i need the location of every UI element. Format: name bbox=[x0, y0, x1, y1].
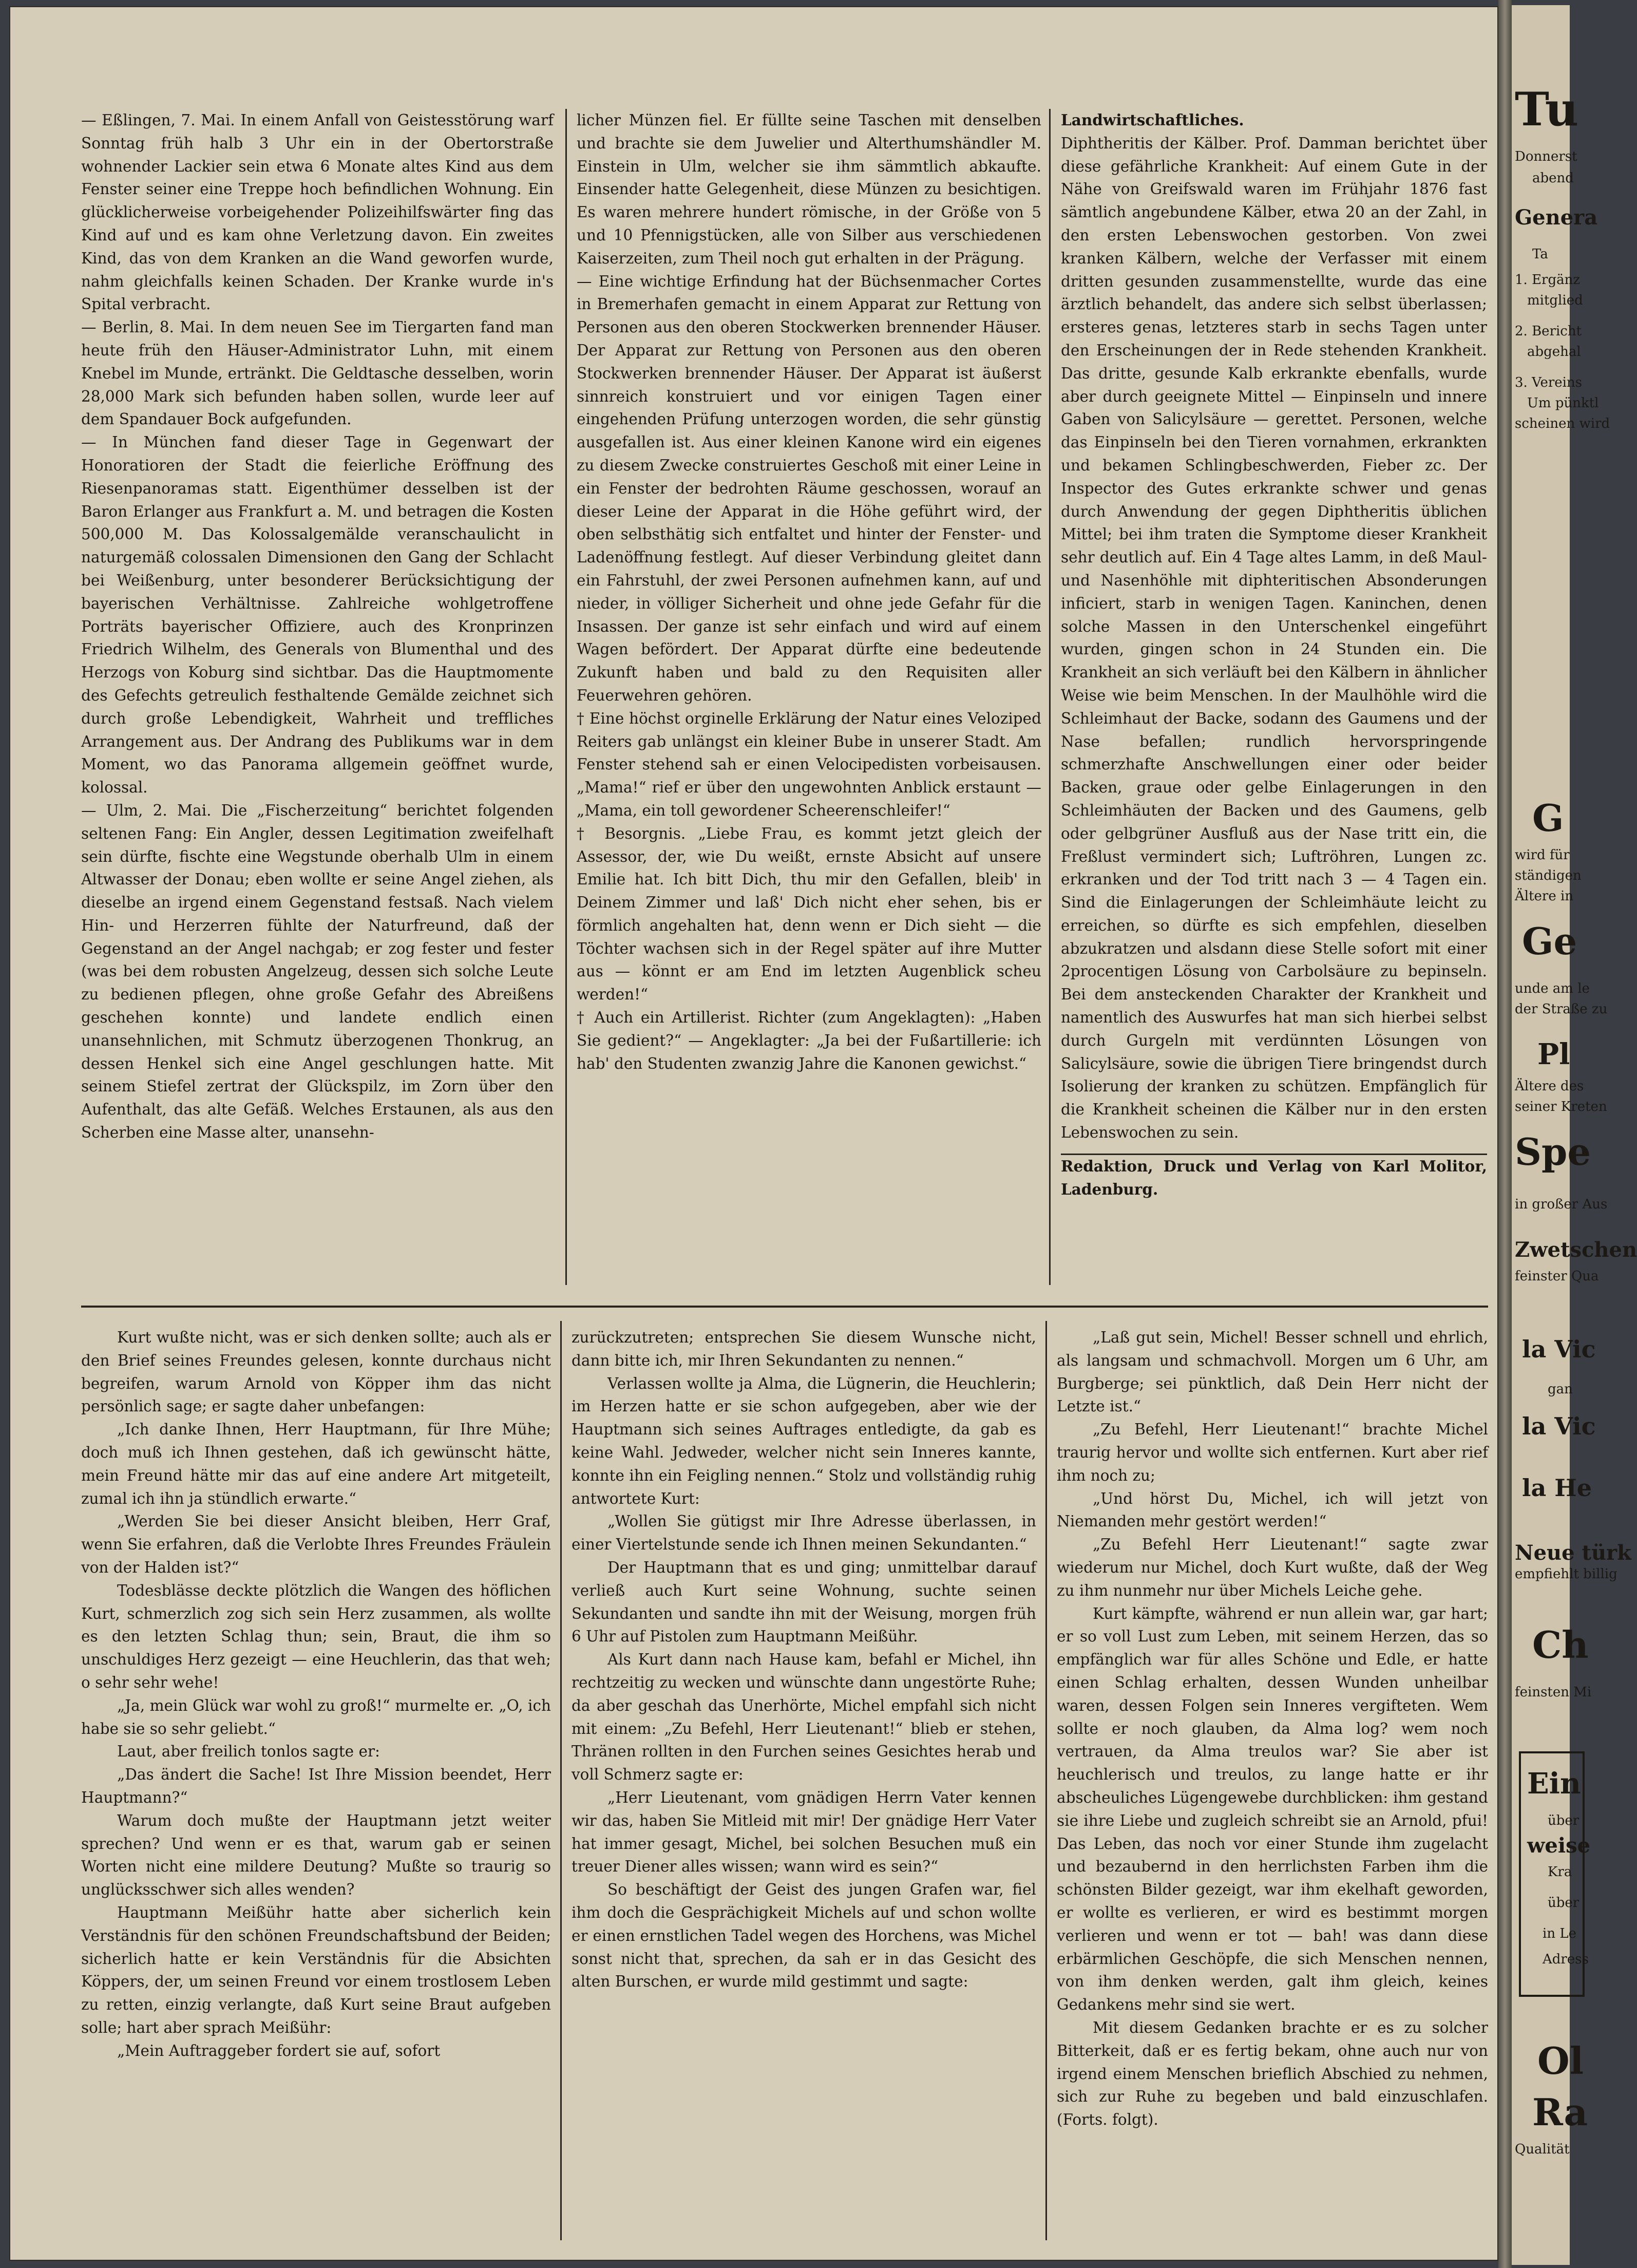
next-page-fragment: Spe bbox=[1515, 1130, 1591, 1174]
next-page-fragment: wird für bbox=[1515, 847, 1570, 863]
news-artillerist: † Auch ein Artillerist. Richter (zum Angeklagten): „Haben Sie gedient?“ — Angeklagter: „Ja bei der Fußartillerie: ich hab' den Studenten zwanzig Jahre die Kanonen gewichst.“ bbox=[577, 1009, 1041, 1072]
next-page-fragment: Ältere des bbox=[1515, 1079, 1584, 1094]
next-page-fragment: Pl bbox=[1537, 1037, 1570, 1071]
next-page-fragment: seiner Kreten bbox=[1515, 1099, 1607, 1114]
next-page-fragment: G bbox=[1532, 796, 1564, 840]
next-page-fragment: 3. Vereins bbox=[1515, 375, 1583, 390]
next-page-fragment: Ch bbox=[1532, 1623, 1589, 1667]
story-paragraph: „Wollen Sie gütigst mir Ihre Adresse überlassen, in einer Viertelstunde sende ich Ihnen meinen Sekundanten.“ bbox=[572, 1513, 1036, 1554]
adjacent-page-edge bbox=[1512, 5, 1637, 2265]
next-page-fragment: unde am le bbox=[1515, 981, 1590, 996]
story-paragraph: „Herr Lieutenant, vom gnädigen Herrn Vater kennen wir das, haben Sie Mitleid mit mir! Der gnädige Herr Vater hat immer gesagt, Michel, bei solchen Besuchen muß ein treuer Diener alles wissen; wann wird es sein?“ bbox=[572, 1788, 1036, 1876]
next-page-fragment: scheinen wird bbox=[1515, 416, 1610, 431]
next-page-fragment: über bbox=[1548, 1895, 1579, 1911]
column-divider bbox=[565, 109, 567, 1285]
story-paragraph: Hauptmann Meißühr hatte aber sicherlich kein Verständnis für den schönen Freundschaftsbund der Beiden; sicherlich hatte er kein Verständnis für die Absichten Köppers, der, um seinen Freund vor einem trostlosem Leben zu retten, einzig verlangte, daß Kurt seine Braut aufgeben solle; hart aber sprach Meißühr: bbox=[81, 1903, 551, 2036]
top-column-3 bbox=[1061, 109, 1487, 1290]
next-page-fragment: Neue türk bbox=[1515, 1541, 1631, 1565]
story-paragraph: „Zu Befehl, Herr Lieutenant!“ brachte Michel traurig hervor und wollte sich entfernen. Kurt aber rief ihm noch zu; bbox=[1057, 1421, 1488, 1484]
news-ulm: — Ulm, 2. Mai. Die „Fischerzeitung“ berichtet folgenden seltenen Fang: Ein Angler, dessen Legitimation zweifelhaft sein dürfte, fischte eine Wegstunde oberhalb Ulm in einem Altwasser der Donau; eben wollte er seine Angel ziehen, als dieselbe an irgend einem Gegenstand festsaß. Nach vielem Hin- und Herzerren fühlte der Naturfreund, daß der Gegenstand an der Angel nachgab; er zog fester und fester (was bei dem robusten Angelzeug, dessen sich solche Leute zu bedienen pflegen, ohne große Gefahr des Abreißens geschehen konnte) und landete endlich einen unansehnlichen, mit Schmutz überzogenen Thonkrug, an dessen Henkel sich eine Angel geschlungen hatte. Mit seinem Stiefel zertrat der Glückspilz, im Zorn über den Aufenthalt, das alte Gefäß. Welches Erstaunen, als aus den Scherben eine Masse alter, unansehn- bbox=[81, 801, 554, 1142]
story-paragraph: „Mein Auftraggeber fordert sie auf, sofort bbox=[117, 2042, 441, 2059]
news-esslingen: — Eßlingen, 7. Mai. In einem Anfall von Geistesstörung warf Sonntag früh halb 3 Uhr ein in der Obertorstraße wohnender Lackier sein etwa 6 Monate altes Kind aus dem Fenster seiner eine Treppe hoch befindlichen Wohnung. Ein glücklicherweise vorbeigehender Polizeihilfswärter fing das Kind auf und es kam ohne Verletzung davon. Ein zweites Kind, das von dem Kranken an die Wand geworfen wurde, nahm gleichfalls keinen Schaden. Der Kranke wurde in's Spital verbracht. bbox=[81, 111, 554, 313]
bottom-column-1 bbox=[81, 1326, 551, 2251]
next-page-fragment: in Le bbox=[1543, 1926, 1576, 1941]
next-page-fragment: Donnerst bbox=[1515, 149, 1577, 164]
next-page-fragment: Ein bbox=[1527, 1767, 1581, 1801]
story-paragraph: „Laß gut sein, Michel! Besser schnell und ehrlich, als langsam und schmachvoll. Morgen um 6 Uhr, am Burgberge; sei pünktlich, daß Dein Herr nicht der Letzte ist.“ bbox=[1057, 1329, 1488, 1415]
next-page-fragment: Ra bbox=[1532, 2090, 1588, 2134]
news-muenchen: — In München fand dieser Tage in Gegenwart der Honoratioren der Stadt die feierliche Eröffnung des Riesenpanoramas statt. Eigenthümer desselben ist der Baron Erlanger aus Frankfurt a. M. und betragen die Kosten 500,000 M. Das Kolossalgemälde veranschaulicht in naturgemäß colossalen Dimensionen den Gang der Schlacht bei Weißenburg, unter besonderer Berücksichtigung der bayerischen Verhältnisse. Zahlreiche wohlgetroffene Porträts bayerischer Offiziere, auch des Kronprinzen Friedrich Wilhelm, des Generals von Blumenthal und des Herzogs von Koburg sind sichtbar. Das die Hauptmomente des Gefechts getreulich festhaltende Gemälde zeichnet sich durch große Lebendigkeit, Wahrheit und treffliches Arrangement aus. Der Andrang des Publikums war in dem Moment, wo das Panorama allgemein geöffnet wurde, kolossal. bbox=[81, 433, 554, 797]
next-page-fragment: la Vic bbox=[1522, 1335, 1596, 1363]
story-paragraph: Kurt kämpfte, während er nun allein war, gar hart; er so voll Lust zum Leben, mit seinem Herzen, das so empfänglich war für alles Schöne und Edle, er hatte einen Schlag erhalten, dessen Wunden unheilbar waren, dessen Folgen sein Inneres vergifteten. Wem sollte er noch glauben, da Alma log? wem noch vertrauen, da Alma treulos war? Sie aber ist heuchlerisch und treulos, zu lange hatte er ihr abscheuliches Lügengewebe durchblicken: ihm gestand sie ihre Liebe und zugleich schreibt sie an Arnold, pfui! Das Leben, das noch vor einer Stunde ihm zugelacht und bezaubernd in den herrlichsten Farben ihm die schönsten Bilder gezeigt, war ihm ekelhaft geworden, er wollte es verlieren, er wird es bestimmt morgen verlieren und wenn er tot — bah! was dann diese erbärmlichen Geschöpfe, die sich Menschen nennen, von ihm denken werden, galt ihm gleich, keines Gedankens mehr sind sie wert. bbox=[1057, 1604, 1488, 2014]
next-page-fragment: feinster Qua bbox=[1515, 1269, 1599, 1284]
next-page-fragment: Adress bbox=[1543, 1952, 1589, 1967]
article-diphtheritis: Diphtheritis der Kälber. Prof. Damman berichtet über diese gefährliche Krankheit: Auf einem Gute in der Nähe von Greifswald waren im Frühjahr 1876 fast sämtlich angebundene Kälber, etwa 20 an der Zahl, in den ersten Lebenswochen gestorben. Von zwei kranken Kälbern, welche der Verfasser mit einem dritten gesunden zusammenstellte, wurde das eine ärztlich behandelt, das andere sich selbst überlassen; ersteres genas, letzteres starb in sechs Tagen unter den Erscheinungen der in Rede stehenden Krankheit. Das dritte, gesunde Kalb erkrankte ebenfalls, wurde aber durch geeignete Mittel — Einpinseln und innere Gaben von Salicylsäure — gerettet. Personen, welche das Einpinseln bei den Tieren vornahmen, erkrankten und bekamen Schlingbeschwerden, Fieber zc. Der Inspector des Gutes erkrankte schwer und genas durch Anwendung der gegen Diphtheritis üblichen Mittel; bei ihm traten die Symptome dieser Krankheit sehr deutlich auf. Ein 4 Tage altes Lamm, in deß Maul- und Nasenhöhle mit diphteritischen Absonderungen inficiert, starb in wenigen Tagen. Kaninchen, denen solche Massen in den Unterschenkel eingeführt wurden, gingen schon in 24 Stunden ein. Die Krankheit an sich verläuft bei den Kälbern in ähnlicher Weise wie beim Menschen. In der Maulhöhle wird die Schleimhaut der Backe, sodann des Gaumens und der Nase befallen; rundlich hervorspringende schmerzhafte Anschwellungen einer oder beider Backen, graue oder gelbe Einlagerungen in den Schleimhäuten der Backen und des Gaumens, gelb oder gelbgrüner Ausfluß aus der Nase tritt ein, die Freßlust vermindert sich; Luftröhren, Lungen zc. erkranken und der Tod tritt nach 3 — 4 Tagen ein. Sind die Einlagerungen der Schleimhäute leicht zu erreichen, so dürfte es sich empfehlen, dieselben abzukratzen und alsdann diese Stelle sofort mit einer 2procentigen Lösung von Carbolsäure zu bepinseln. Bei dem ansteckenden Charakter der Krankheit und namentlich des Auswurfes hat man sich hierbei selbst durch Gurgeln mit verdünnten Lösungen von Salicylsäure, sowie die übrigen Tiere bringendst durch Isolierung der kranken zu schützen. Empfänglich für die Krankheit scheinen die Kälber nur in den ersten Lebenswochen zu sein. bbox=[1061, 134, 1487, 1142]
imprint: Redaktion, Druck und Verlag von Karl Molitor, Ladenburg. bbox=[1061, 1157, 1487, 1198]
next-page-fragment: gan bbox=[1548, 1382, 1573, 1397]
next-page-fragment: la He bbox=[1522, 1474, 1592, 1502]
news-velociped: † Eine höchst orginelle Erklärung der Natur eines Veloziped Reiters gab unlängst ein kleiner Bube in unserer Stadt. Am Fenster stehend sah er einen Velocipedisten vorbeisausen. „Mama!“ rief er über den ungewohnten Anblick erstaunt — „Mama, ein toll gewordener Scheerenschleifer!“ bbox=[577, 709, 1041, 819]
next-page-fragment: über bbox=[1548, 1813, 1579, 1828]
next-page-fragment: Genera bbox=[1515, 205, 1598, 230]
next-page-fragment: ständigen bbox=[1515, 868, 1582, 883]
column-divider bbox=[560, 1321, 562, 2240]
top-column-2 bbox=[577, 109, 1041, 1290]
top-column-1 bbox=[81, 109, 554, 1290]
next-page-fragment: 2. Bericht bbox=[1515, 324, 1582, 339]
newspaper-page bbox=[9, 6, 1498, 2261]
story-paragraph: „Werden Sie bei dieser Ansicht bleiben, Herr Graf, wenn Sie erfahren, daß die Verlobte Ihres Freundes Fräulein von der Halden ist?“ bbox=[81, 1513, 551, 1576]
story-paragraph: Laut, aber freilich tonlos sagte er: bbox=[117, 1743, 380, 1761]
next-page-fragment: Zwetschen bbox=[1515, 1238, 1637, 1262]
story-paragraph: Verlassen wollte ja Alma, die Lügnerin, die Heuchlerin; im Herzen hatte er sie schon aufgegeben, aber wie der Hauptmann sich seines Auftrages entledigte, da gab es keine Wahl. Jedweder, welcher nicht sein Inneres kannte, konnte ihn ein Feigling nennen.“ Stolz und vollständig ruhig antwortete Kurt: bbox=[572, 1374, 1036, 1507]
section-divider bbox=[81, 1306, 1488, 1308]
story-paragraph: Mit diesem Gedanken brachte er es zu solcher Bitterkeit, daß er es fertig bekam, ohne auch nur von irgend einem Menschen brieflich Abschied zu nehmen, sich zur Ruhe zu begeben und bald einzuschlafen. (Forts. folgt). bbox=[1057, 2018, 1488, 2129]
story-paragraph: Der Hauptmann that es und ging; unmittelbar darauf verließ auch Kurt seine Wohnung, suchte seinen Sekundanten und sandte ihn mit der Weisung, morgen früh 6 Uhr auf Pistolen zum Hauptmann Meißühr. bbox=[572, 1558, 1036, 1646]
story-paragraph: „Das ändert die Sache! Ist Ihre Mission beendet, Herr Hauptmann?“ bbox=[81, 1766, 551, 1806]
imprint-rule bbox=[1061, 1154, 1487, 1155]
next-page-fragment: Tu bbox=[1515, 82, 1579, 137]
bottom-column-2 bbox=[572, 1326, 1036, 2251]
next-page-fragment: feinsten Mi bbox=[1515, 1685, 1592, 1700]
next-page-fragment: weise bbox=[1527, 1834, 1591, 1858]
section-title: Landwirtschaftliches. bbox=[1061, 111, 1244, 129]
story-paragraph: Todesblässe deckte plötzlich die Wangen des höflichen Kurt, schmerzlich zog sich sein Herz zusammen, als wollte es den letzten Schlag thun; sein, Braut, die ihm so unschuldiges Herz gezeigt — eine Heuchlerin, das that weh; o sehr sehr wehe! bbox=[81, 1581, 551, 1691]
news-berlin: — Berlin, 8. Mai. In dem neuen See im Tiergarten fand man heute früh den Häuser-Administrator Luhn, mit einem Knebel im Munde, ertränkt. Die Geldtasche desselben, worin 28,000 Mark sich befunden haben sollen, wurde leer auf dem Spandauer Bock aufgefunden. bbox=[81, 318, 554, 428]
next-page-fragment: abend bbox=[1532, 171, 1574, 186]
next-page-fragment: Ta bbox=[1532, 247, 1548, 262]
story-paragraph: „Und hörst Du, Michel, ich will jetzt von Niemanden mehr gestört werden!“ bbox=[1057, 1489, 1488, 1530]
news-invention: — Eine wichtige Erfindung hat der Büchsenmacher Cortes in Bremerhafen gemacht in einem Apparat zur Rettung von Personen aus den oberen Stockwerken brennender Häuser. Der Apparat zur Rettung von Personen aus den oberen Stockwerken brennender Häuser. Der Apparat ist äußerst sinnreich konstruiert und vor einigen Tagen einer eingehenden Prüfung unterzogen worden, die sehr günstig ausgefallen ist. Aus einer kleinen Kanone wird ein eigenes zu diesem Zwecke construiertes Geschoß mit einer Leine in ein Fenster der bedrohten Räume geschossen, worauf an dieser Leine der Apparat in die Höhe geführt wird, der oben selbsthätig sich entfaltet und hinter der Fenster- und Ladenöffnung festlegt. Auf dieser Verbindung gleitet dann ein Fahrstuhl, der zwei Personen aufnehmen kann, auf und nieder, in völliger Sicherheit und ohne jede Gefahr für die Insassen. Der ganze ist sehr einfach und wird auf einem Wagen befördert. Der Apparat dürfte eine bedeutende Zukunft haben und bald zu den Requisiten aller Feuerwehren gehören. bbox=[577, 272, 1041, 704]
page-gutter bbox=[1498, 0, 1512, 2268]
next-page-fragment: abgehal bbox=[1527, 344, 1581, 360]
column-divider bbox=[1045, 1321, 1047, 2240]
next-page-fragment: la Vic bbox=[1522, 1412, 1596, 1440]
next-page-fragment: Ältere in bbox=[1515, 889, 1574, 904]
next-page-fragment: Ol bbox=[1537, 2039, 1584, 2083]
story-paragraph: Als Kurt dann nach Hause kam, befahl er Michel, ihn rechtzeitig zu wecken und wünschte dann ungestörte Ruhe; da aber geschah das Unerhörte, Michel empfahl sich nicht mit einem: „Zu Befehl, Herr Lieutenant!“ blieb er stehen, Thränen rollten in den Furchen seines Gesichtes herab und voll Schmerz sagte er: bbox=[572, 1651, 1036, 1784]
column-divider bbox=[1049, 109, 1051, 1285]
next-page-fragment: Ge bbox=[1522, 919, 1577, 963]
story-paragraph: So beschäftigt der Geist des jungen Grafen war, fiel ihm doch die Gesprächigkeit Michels auf und schon wollte er einen ernstlichen Tadel wegen des Horchens, was Michel sonst nicht that, sprechen, da sah er in das Gesicht des alten Burschen, er wurde mild gestimmt und sagte: bbox=[572, 1881, 1036, 1991]
next-page-fragment: empfiehlt billig bbox=[1515, 1566, 1617, 1582]
next-page-fragment: der Straße zu bbox=[1515, 1001, 1608, 1017]
bottom-column-3 bbox=[1057, 1326, 1488, 2251]
news-ulm-continued: licher Münzen fiel. Er füllte seine Taschen mit denselben und brachte sie dem Juwelier und Alterthumshändler M. Einstein in Ulm, welcher sie ihm sämmtlich abkaufte. Einsender hatte Gelegenheit, diese Münzen zu besichtigen. Es waren mehrere hundert römische, in der Größe von 5 und 10 Pfennigstücken, alle von Silber aus verschiedenen Kaiserzeiten, zum Theil noch gut erhalten in der Prägung. bbox=[577, 111, 1041, 267]
story-paragraph: „Zu Befehl Herr Lieutenant!“ sagte zwar wiederum nur Michel, doch Kurt wußte, daß der Weg zu ihm nunmehr nur über Michels Leiche gehe. bbox=[1057, 1536, 1488, 1599]
next-page-fragment: Kra bbox=[1548, 1864, 1572, 1880]
news-besorgnis: † Besorgnis. „Liebe Frau, es kommt jetzt gleich der Assessor, der, wie Du weißt, ernste Absicht auf unsere Emilie hat. Ich bitt Dich, thu mir den Gefallen, bleib' in Deinem Zimmer und laß' Dich nicht eher sehen, bis er förmlich angehalten hat, denn wenn er Dich sieht — die Töchter wachsen sich in der Regel später auf ihre Mutter aus — könnt er am End im letzten Augenblick scheu werden!“ bbox=[577, 824, 1041, 1004]
story-paragraph: zurückzutreten; entsprechen Sie diesem Wunsche nicht, dann bitte ich, mir Ihren Sekundanten zu nennen.“ bbox=[572, 1329, 1036, 1369]
next-page-fragment: 1. Ergänz bbox=[1515, 272, 1581, 288]
next-page-fragment: in großer Aus bbox=[1515, 1197, 1608, 1212]
story-paragraph: Warum doch mußte der Hauptmann jetzt weiter sprechen? Und wenn er es that, warum gab er seinen Worten nicht eine mildere Deutung? Mußte so traurig so unglücksschwer sich alles wenden? bbox=[81, 1811, 551, 1899]
story-paragraph: „Ja, mein Glück war wohl zu groß!“ murmelte er. „O, ich habe sie so sehr geliebt.“ bbox=[81, 1696, 551, 1737]
story-paragraph: „Ich danke Ihnen, Herr Hauptmann, für Ihre Mühe; doch muß ich Ihnen gestehen, daß ich gewünscht hätte, mein Freund hätte mir das auf eine andere Art mitgeteilt, zumal ich ihn ja stündlich erwarte.“ bbox=[81, 1421, 551, 1507]
story-paragraph: Kurt wußte nicht, was er sich denken sollte; auch als er den Brief seines Freundes gelesen, konnte durchaus nicht begreifen, warum Arnold von Köpper ihm das nicht persönlich sage; er sagte daher unbefangen: bbox=[81, 1329, 551, 1415]
next-page-fragment: Um pünktl bbox=[1527, 395, 1599, 411]
next-page-fragment: Qualität bbox=[1515, 2142, 1570, 2157]
next-page-fragment: mitglied bbox=[1527, 293, 1583, 308]
